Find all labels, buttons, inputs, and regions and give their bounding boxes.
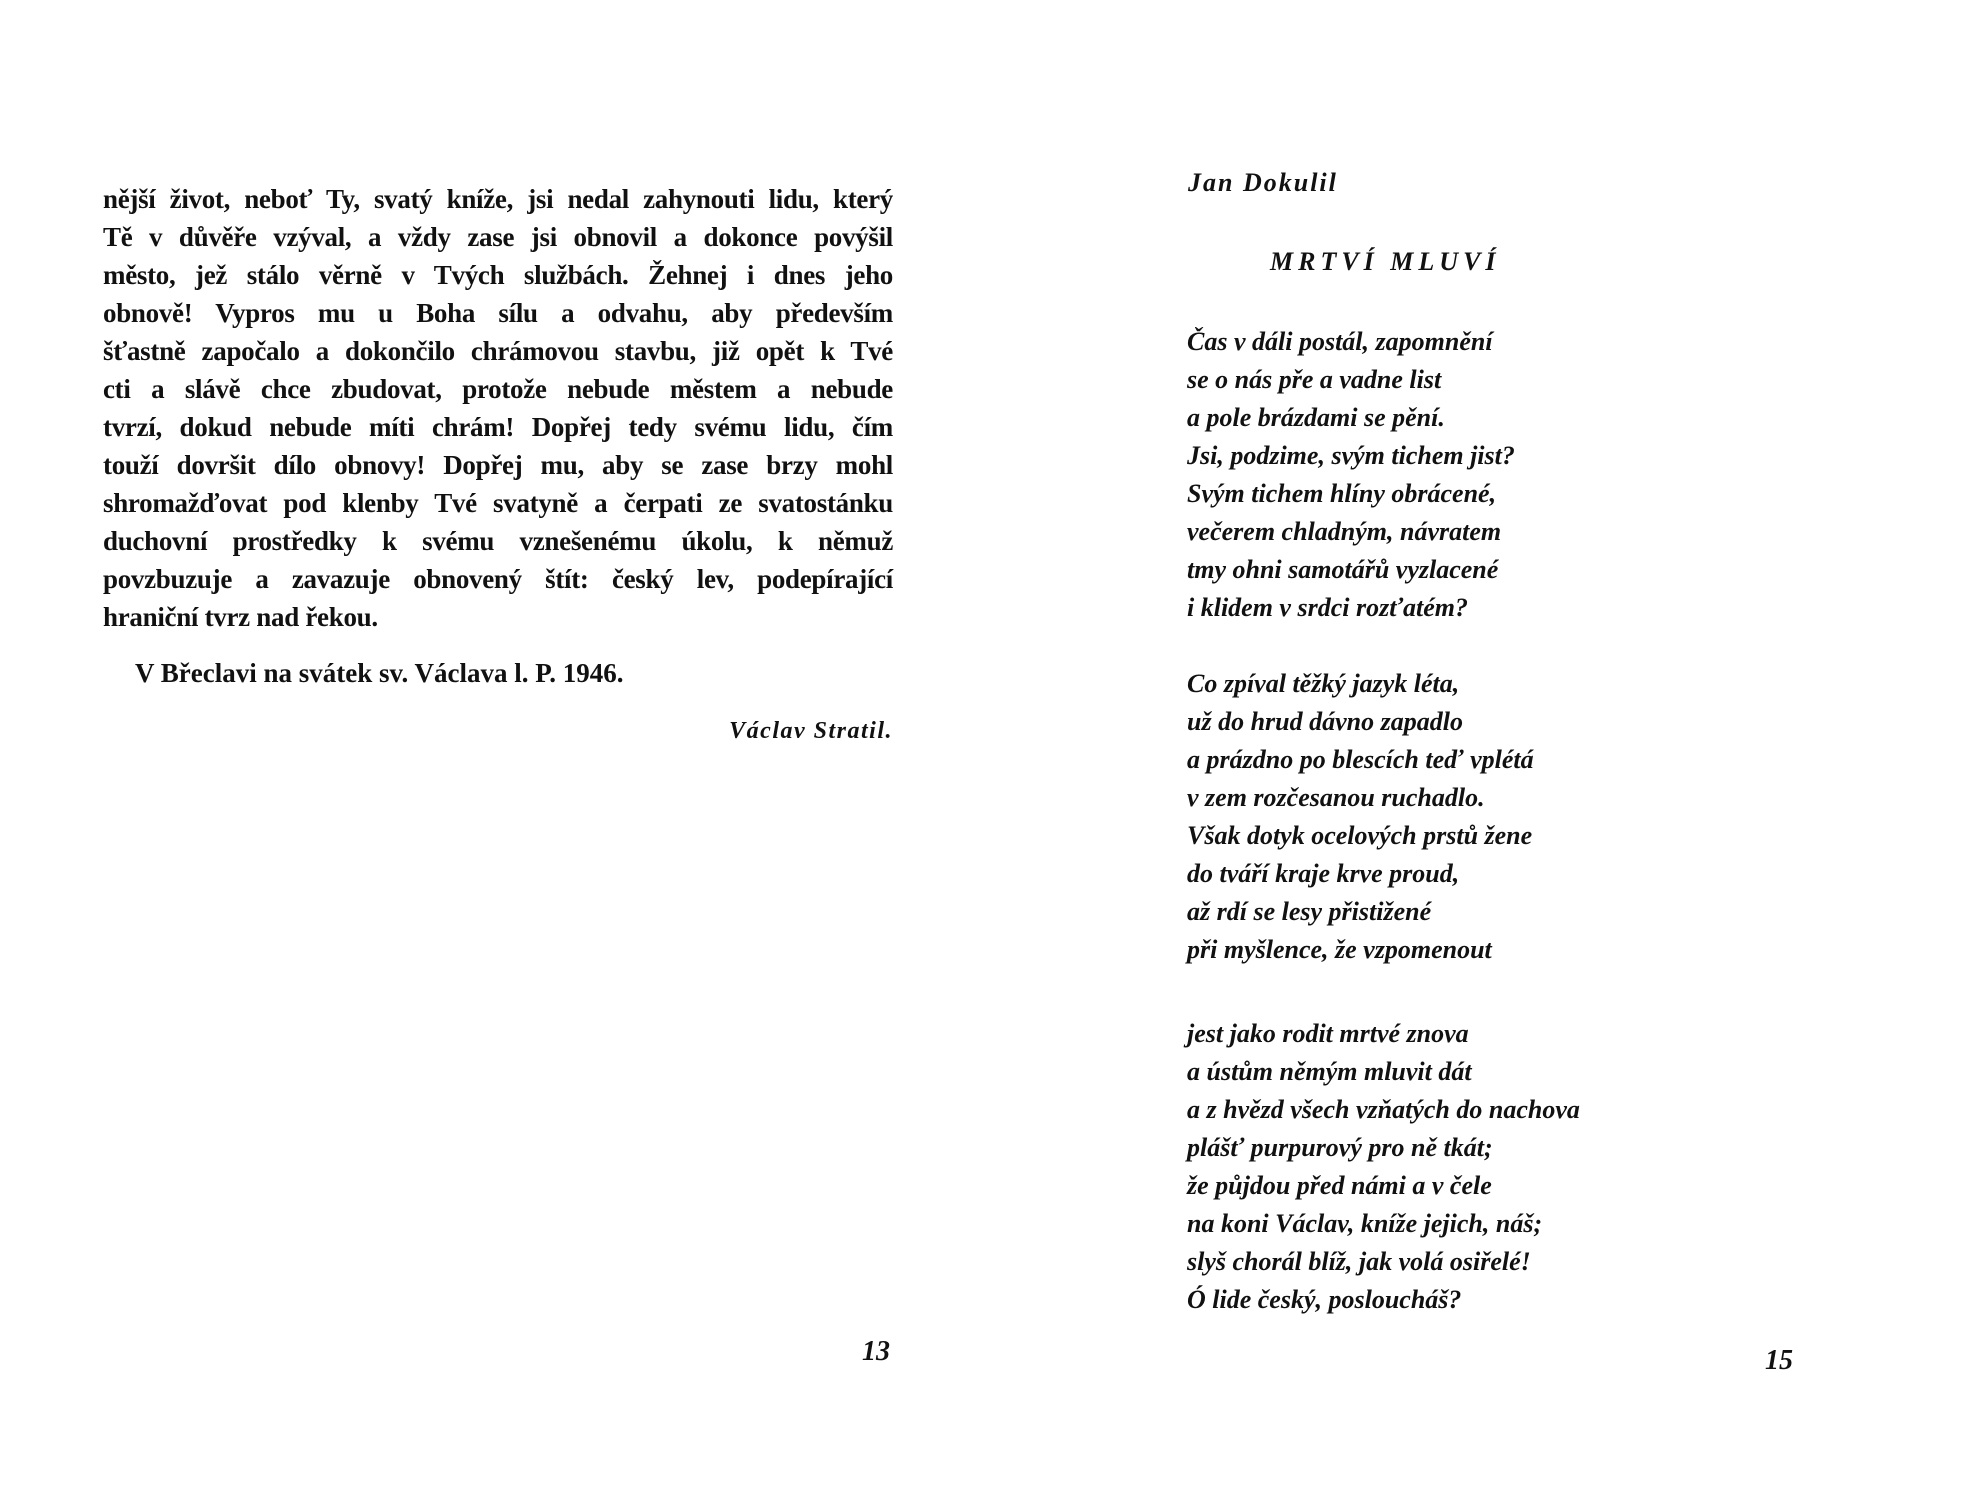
verse-line: Svým tichem hlíny obrácené,: [1187, 479, 1497, 508]
verse-line: plášť purpurový pro ně tkát;: [1187, 1133, 1493, 1162]
prose-line: nější život, neboť Ty, svatý kníže, jsi nedal zahynouti lidu, který: [103, 184, 893, 214]
verse-line: už do hrud dávno zapadlo: [1187, 707, 1463, 736]
stanza: [1187, 665, 1534, 969]
dateline: V Břeclavi na svátek sv. Václava l. P. 1946.: [135, 658, 624, 688]
verse-line: Však dotyk ocelových prstů žene: [1187, 821, 1533, 850]
verse-line: se o nás pře a vadne list: [1187, 365, 1442, 394]
verse-line: až rdí se lesy přistižené: [1187, 897, 1432, 926]
prose-line: město, jež stálo věrně v Tvých službách. Žehnej i dnes jeho: [103, 260, 893, 290]
prose-line: šťastně započalo a dokončilo chrámovou stavbu, již opět k Tvé: [103, 336, 893, 366]
verse-line: v zem rozčesanou ruchadlo.: [1187, 783, 1485, 812]
verse-line: na koni Václav, kníže jejich, náš;: [1187, 1209, 1543, 1238]
prose-line: duchovní prostředky k svému vznešenému úkolu, k němuž: [103, 526, 893, 556]
verse-line: tmy ohni samotářů vyzlacené: [1187, 555, 1499, 584]
prose-line: cti a slávě chce zbudovat, protože nebude městem a nebude: [103, 374, 893, 404]
verse-line: Ó lide český, posloucháš?: [1187, 1285, 1462, 1314]
prose-line: touží dovršit dílo obnovy! Dopřej mu, aby se zase brzy mohl: [103, 450, 893, 480]
prose-line: Tě v důvěře vzýval, a vždy zase jsi obnovil a dokonce povýšil: [103, 222, 893, 252]
prose-line: povzbuzuje a zavazuje obnovený štít: český lev, podepírající: [103, 564, 893, 594]
prose-line: tvrzí, dokud nebude míti chrám! Dopřej tedy svému lidu, čím: [103, 412, 893, 442]
stanza: [1187, 1015, 1580, 1319]
prose-paragraph: [103, 180, 893, 636]
verse-line: Jsi, podzime, svým tichem jist?: [1187, 441, 1515, 470]
page-number: 13: [862, 1336, 890, 1367]
right-page: [988, 0, 1976, 1500]
prose-line: hraniční tvrz nad řekou.: [103, 602, 378, 632]
verse-line: i klidem v srdci rozťatém?: [1187, 593, 1469, 622]
verse-line: slyš chorál blíž, jak volá osiřelé!: [1187, 1247, 1531, 1276]
verse-line: a pole brázdami se pění.: [1187, 403, 1445, 432]
verse-line: jest jako rodit mrtvé znova: [1187, 1019, 1469, 1048]
stanza: [1187, 323, 1515, 627]
verse-line: do tváří kraje krve proud,: [1187, 859, 1460, 888]
verse-line: že půjdou před námi a v čele: [1187, 1171, 1492, 1200]
poem-author: Jan Dokulil: [1188, 168, 1338, 197]
verse-line: při myšlence, že vzpomenout: [1187, 935, 1492, 964]
verse-line: večerem chladným, návratem: [1187, 517, 1502, 546]
page-number: 15: [1765, 1345, 1793, 1376]
verse-line: Čas v dáli postál, zapomnění: [1187, 327, 1493, 356]
prose-line: shromažďovat pod klenby Tvé svatyně a čerpati ze svatostánku: [103, 488, 893, 518]
prose-line: obnově! Vypros mu u Boha sílu a odvahu, aby především: [103, 298, 893, 328]
verse-line: a ústům němým mluvit dát: [1187, 1057, 1472, 1086]
verse-line: a prázdno po blescích teď vplétá: [1187, 745, 1534, 774]
poem-title: MRTVÍ MLUVÍ: [1270, 247, 1501, 276]
signature: Václav Stratil.: [729, 718, 893, 744]
verse-line: Co zpíval těžký jazyk léta,: [1187, 669, 1460, 698]
verse-line: a z hvězd všech vzňatých do nachova: [1187, 1095, 1580, 1124]
